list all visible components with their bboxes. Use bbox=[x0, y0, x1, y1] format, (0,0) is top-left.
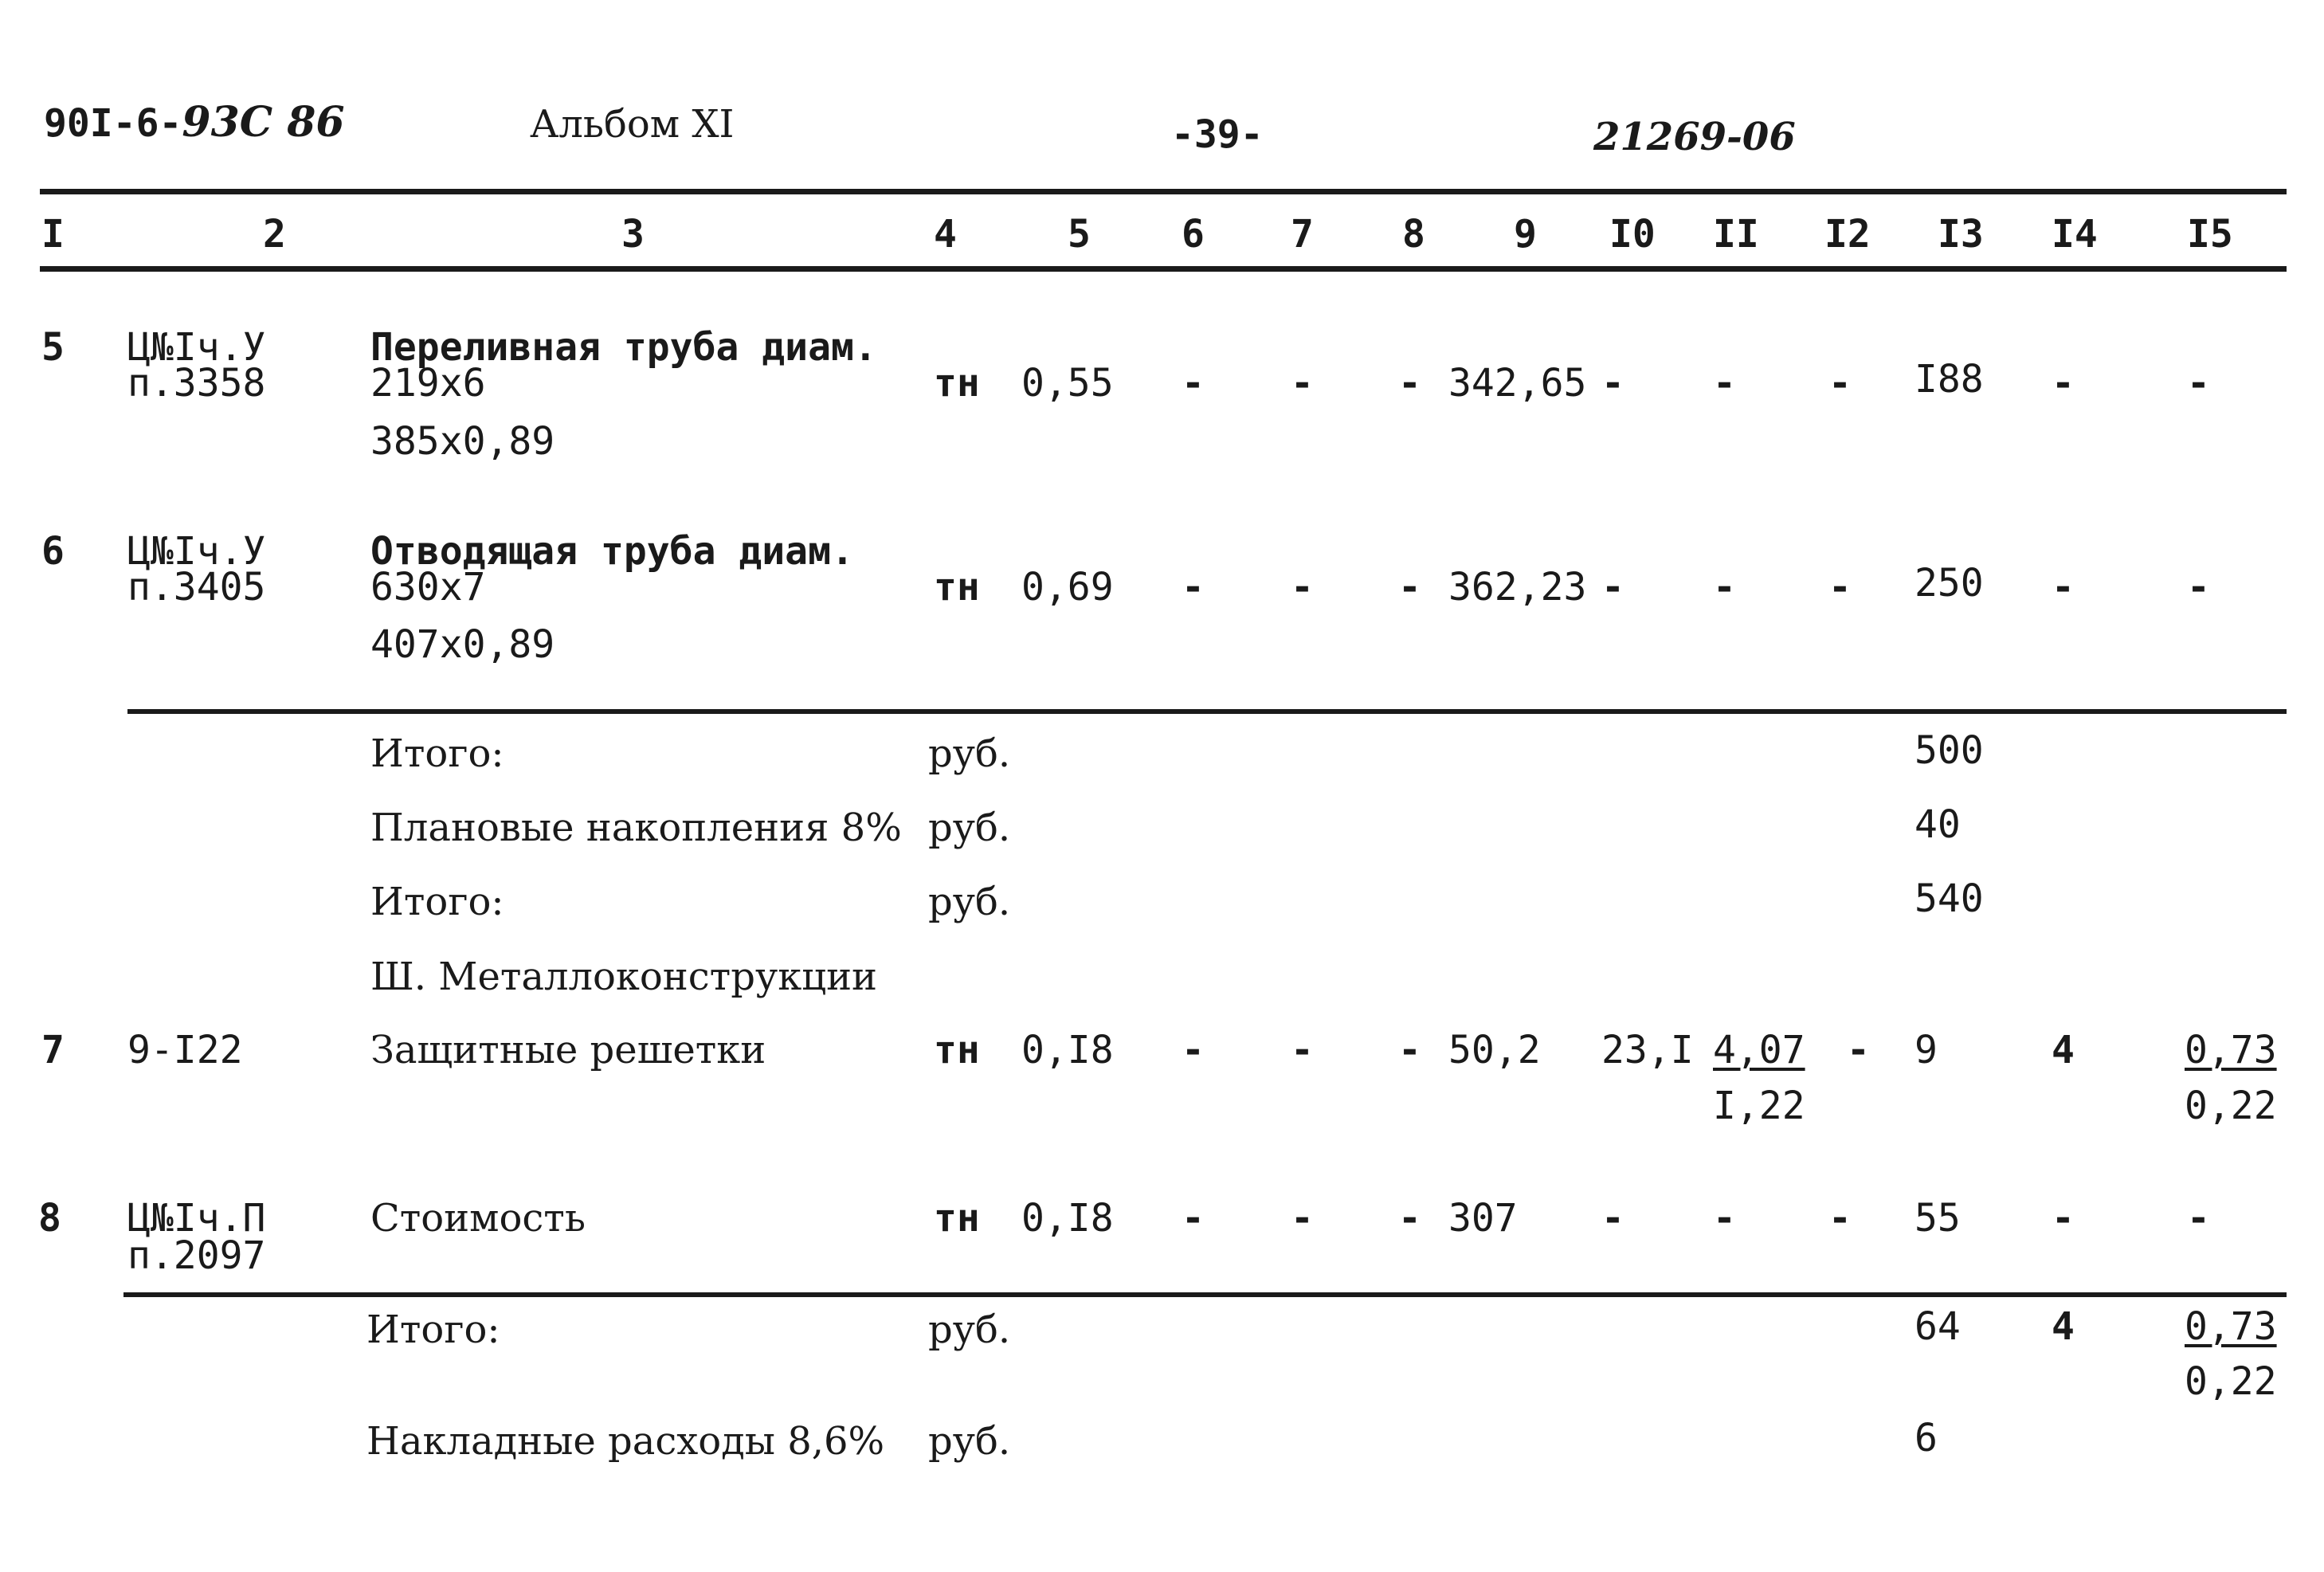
doc-code: 21269-06 bbox=[1593, 115, 1796, 159]
row-code-line2: п.3405 bbox=[127, 565, 266, 610]
summary-unit: руб. bbox=[928, 880, 1011, 924]
row-unit: тн bbox=[934, 361, 980, 406]
row-code-line2: п.3358 bbox=[127, 361, 266, 406]
col-header-3: 3 bbox=[621, 212, 645, 257]
row-c6: - bbox=[1182, 1028, 1205, 1072]
summary-label: Итого: bbox=[366, 1307, 500, 1352]
summary-label: Плановые накопления 8% bbox=[370, 806, 902, 850]
summary-unit: руб. bbox=[928, 1419, 1011, 1464]
album-label: Альбом XI bbox=[530, 102, 735, 147]
col-header-9: 9 bbox=[1514, 212, 1537, 257]
col-header-11: II bbox=[1713, 212, 1759, 257]
col-header-12: I2 bbox=[1824, 212, 1871, 257]
row-c11-denominator: I,22 bbox=[1713, 1084, 1805, 1128]
row-c10: 23,I bbox=[1601, 1028, 1694, 1072]
row-c11-numerator: 4,07 bbox=[1713, 1028, 1805, 1072]
row-unit: тн bbox=[934, 565, 980, 610]
row-c10: - bbox=[1601, 361, 1624, 406]
section-heading: Ш. Металлоконструкции bbox=[370, 955, 878, 999]
row-c7: - bbox=[1291, 1196, 1314, 1241]
row-c13: 55 bbox=[1914, 1196, 1961, 1241]
summary-label: Итого: bbox=[370, 731, 504, 776]
col-header-7: 7 bbox=[1291, 212, 1314, 257]
col-header-5: 5 bbox=[1068, 212, 1091, 257]
row-c12: - bbox=[1847, 1028, 1870, 1072]
header-rule bbox=[40, 266, 2287, 272]
col-header-10: I0 bbox=[1609, 212, 1656, 257]
col-header-13: I3 bbox=[1938, 212, 1984, 257]
summary-unit: руб. bbox=[928, 806, 1011, 850]
row-c7: - bbox=[1291, 1028, 1314, 1072]
row-number: 8 bbox=[38, 1196, 61, 1241]
row-c12: - bbox=[1828, 361, 1852, 406]
row-c10: - bbox=[1601, 565, 1624, 610]
subtotal-rule bbox=[127, 709, 2287, 714]
summary-unit: руб. bbox=[928, 731, 1011, 776]
row-description-extra: 407х0,89 bbox=[370, 622, 555, 667]
row-qty: 0,69 bbox=[1021, 565, 1114, 610]
row-c14: - bbox=[2052, 565, 2075, 610]
row-unit: тн bbox=[934, 1028, 980, 1072]
row-description: Переливная труба диам. bbox=[370, 325, 877, 370]
col-header-2: 2 bbox=[263, 212, 286, 257]
row-c9: 50,2 bbox=[1448, 1028, 1541, 1072]
row-description-size: 630х7 bbox=[370, 565, 486, 610]
doc-handwritten: 93С 86 bbox=[182, 98, 345, 147]
row-code-line1: Ц№Iч.У bbox=[127, 325, 266, 370]
row-c13: 9 bbox=[1914, 1028, 1938, 1072]
summary-label: Накладные расходы 8,6% bbox=[366, 1419, 885, 1464]
row-c8: - bbox=[1398, 1196, 1421, 1241]
row-c14: - bbox=[2052, 1196, 2075, 1241]
row-code-line2: п.2097 bbox=[127, 1233, 266, 1278]
col-header-6: 6 bbox=[1182, 212, 1205, 257]
row-c15: - bbox=[2187, 1196, 2210, 1241]
row-c11: - bbox=[1713, 565, 1736, 610]
summary-c14: 4 bbox=[2052, 1304, 2075, 1349]
row-c11: - bbox=[1713, 1196, 1736, 1241]
summary-value: 500 bbox=[1914, 728, 1984, 773]
row-number: 7 bbox=[41, 1028, 65, 1072]
row-qty: 0,55 bbox=[1021, 361, 1114, 406]
summary-c15-denominator: 0,22 bbox=[2185, 1359, 2277, 1404]
row-number: 6 bbox=[41, 529, 65, 574]
col-header-15: I5 bbox=[2187, 212, 2233, 257]
row-c15-denominator: 0,22 bbox=[2185, 1084, 2277, 1128]
row-c14: - bbox=[2052, 361, 2075, 406]
summary-c15-numerator: 0,73 bbox=[2185, 1304, 2277, 1349]
col-header-1: I bbox=[41, 212, 65, 257]
row-c10: - bbox=[1601, 1196, 1624, 1241]
row-description: Стоимость bbox=[370, 1196, 586, 1241]
row-description: Отводящая труба диам. bbox=[370, 529, 854, 574]
row-code: 9-I22 bbox=[127, 1028, 243, 1072]
row-c15: - bbox=[2187, 565, 2210, 610]
row-description: Защитные решетки bbox=[370, 1028, 766, 1072]
row-description-size: 219х6 bbox=[370, 361, 486, 406]
row-c11: - bbox=[1713, 361, 1736, 406]
summary-c13: 64 bbox=[1914, 1304, 1961, 1349]
row-c13: I88 bbox=[1914, 357, 1984, 402]
row-c6: - bbox=[1182, 565, 1205, 610]
row-c12: - bbox=[1828, 1196, 1852, 1241]
page-number: -39- bbox=[1171, 112, 1264, 157]
summary-value: 40 bbox=[1914, 802, 1961, 847]
row-c9: 362,23 bbox=[1448, 565, 1587, 610]
row-qty: 0,I8 bbox=[1021, 1028, 1114, 1072]
row-c9: 342,65 bbox=[1448, 361, 1587, 406]
row-code-line1: Ц№Iч.П bbox=[127, 1196, 266, 1241]
summary-unit: руб. bbox=[928, 1307, 1011, 1352]
row-c7: - bbox=[1291, 565, 1314, 610]
row-code-line1: Ц№Iч.У bbox=[127, 529, 266, 574]
row-c8: - bbox=[1398, 565, 1421, 610]
row-c9: 307 bbox=[1448, 1196, 1518, 1241]
doc-number bbox=[44, 98, 345, 147]
row-number: 5 bbox=[41, 325, 65, 370]
row-c8: - bbox=[1398, 361, 1421, 406]
summary-label: Итого: bbox=[370, 880, 504, 924]
row-c15-numerator: 0,73 bbox=[2185, 1028, 2277, 1072]
row-c12: - bbox=[1828, 565, 1852, 610]
row-qty: 0,I8 bbox=[1021, 1196, 1114, 1241]
summary-value: 6 bbox=[1914, 1416, 1938, 1460]
row-c7: - bbox=[1291, 361, 1314, 406]
subtotal-rule bbox=[123, 1292, 2287, 1297]
col-header-4: 4 bbox=[934, 212, 957, 257]
top-rule bbox=[40, 189, 2287, 194]
row-c6: - bbox=[1182, 1196, 1205, 1241]
row-c6: - bbox=[1182, 361, 1205, 406]
row-c8: - bbox=[1398, 1028, 1421, 1072]
row-c14: 4 bbox=[2052, 1028, 2075, 1072]
col-header-14: I4 bbox=[2052, 212, 2098, 257]
summary-value: 540 bbox=[1914, 876, 1984, 921]
row-c15: - bbox=[2187, 361, 2210, 406]
col-header-8: 8 bbox=[1402, 212, 1425, 257]
row-unit: тн bbox=[934, 1196, 980, 1241]
doc-prefix: 90I-6- bbox=[44, 101, 182, 146]
row-description-extra: 385х0,89 bbox=[370, 419, 555, 464]
row-c13: 250 bbox=[1914, 561, 1984, 606]
